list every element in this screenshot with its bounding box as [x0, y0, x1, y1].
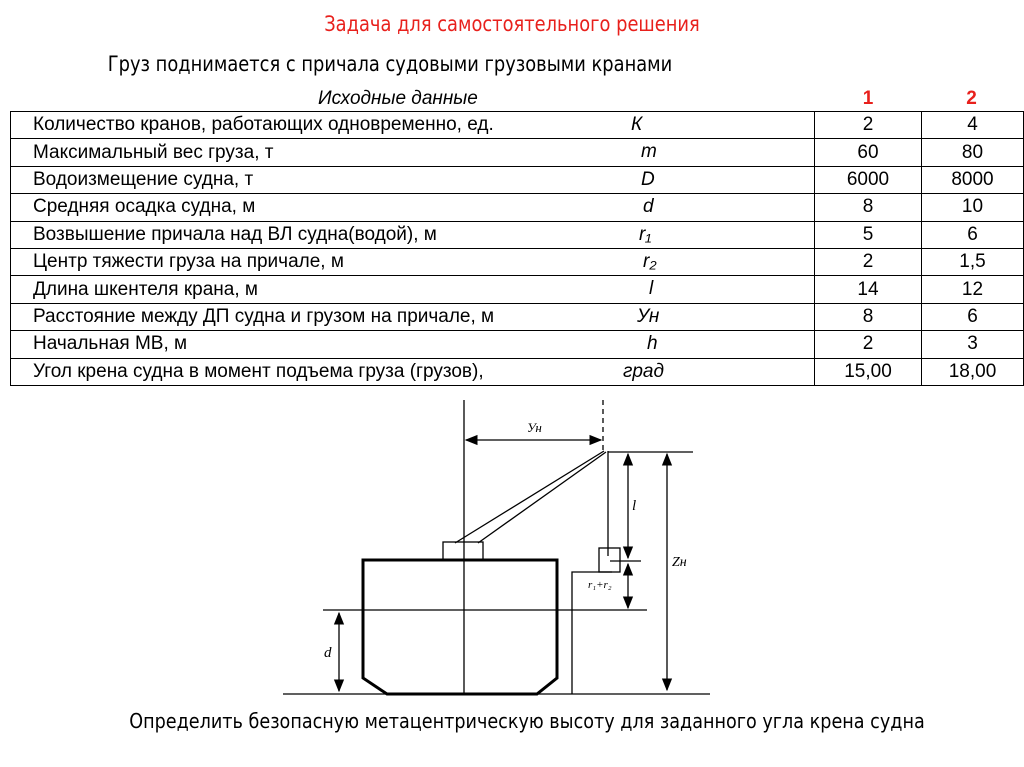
row-symbol: град — [623, 360, 665, 382]
row-symbol: d — [643, 196, 654, 218]
l-label: l — [632, 498, 637, 514]
value-variant-1: 2 — [815, 331, 922, 358]
row-label: Возвышение причала над ВЛ судна(водой), м — [33, 223, 437, 245]
row-symbol: l — [649, 278, 654, 300]
row-symbol: m — [641, 141, 657, 163]
value-variant-2: 6 — [922, 303, 1024, 330]
value-variant-2: 10 — [922, 194, 1024, 221]
boom-line — [455, 451, 604, 543]
zn-label: Zн — [672, 555, 687, 570]
slide-title: Задача для самостоятельного решения — [324, 12, 700, 36]
value-variant-2: 18,00 — [922, 358, 1024, 385]
d-label: d — [324, 645, 332, 661]
value-variant-2: 1,5 — [922, 248, 1024, 275]
ship-hull — [363, 560, 557, 694]
row-symbol: К — [631, 114, 643, 135]
value-variant-2: 6 — [922, 221, 1024, 248]
row-label: Угол крена судна в момент подъема груза (грузов), — [33, 360, 484, 382]
value-variant-1: 60 — [815, 139, 922, 166]
table-header-variant-1: 1 — [862, 88, 874, 109]
task-statement: Определить безопасную метацентрическую высоту для заданного угла крена судна — [129, 709, 925, 733]
boom-line — [478, 452, 606, 543]
row-symbol: r₂ — [643, 250, 657, 272]
value-variant-1: 2 — [815, 112, 922, 139]
row-symbol: D — [641, 168, 655, 190]
row-symbol: Ун — [637, 305, 660, 327]
row-label: Максимальный вес груза, т — [33, 141, 274, 163]
value-variant-1: 8 — [815, 303, 922, 330]
value-variant-2: 4 — [922, 112, 1024, 139]
value-variant-1: 15,00 — [815, 358, 922, 385]
row-label: Центр тяжести груза на причале, м — [33, 251, 344, 273]
slide-subtitle: Груз поднимается с причала судовыми грузовыми кранами — [107, 52, 673, 76]
value-variant-1: 5 — [815, 221, 922, 248]
value-variant-2: 3 — [922, 331, 1024, 358]
table-header-label: Исходные данные — [318, 88, 478, 109]
value-variant-1: 14 — [815, 276, 922, 303]
value-variant-2: 8000 — [922, 166, 1024, 193]
row-label: Длина шкентеля крана, м — [33, 278, 258, 300]
row-label: Средняя осадка судна, м — [33, 196, 256, 218]
yn-label: Ун — [527, 420, 542, 435]
row-symbol: r₁ — [639, 223, 652, 245]
row-label: Расстояние между ДП судна и грузом на причале, м — [33, 305, 495, 327]
row-label: Водоизмещение судна, т — [33, 168, 254, 190]
value-variant-1: 8 — [815, 194, 922, 221]
crane-base — [443, 542, 483, 560]
value-variant-1: 6000 — [815, 166, 922, 193]
r-label: r₁+r₂ — [588, 579, 612, 591]
row-label: Начальная МВ, м — [33, 333, 188, 355]
value-variant-2: 80 — [922, 139, 1024, 166]
value-variant-1: 2 — [815, 248, 922, 275]
cargo-box — [599, 548, 620, 572]
value-variant-2: 12 — [922, 276, 1024, 303]
row-symbol: h — [647, 333, 658, 355]
table-header-variant-2: 2 — [966, 88, 977, 109]
row-label: Количество кранов, работающих одновременно, ед. — [33, 114, 494, 136]
